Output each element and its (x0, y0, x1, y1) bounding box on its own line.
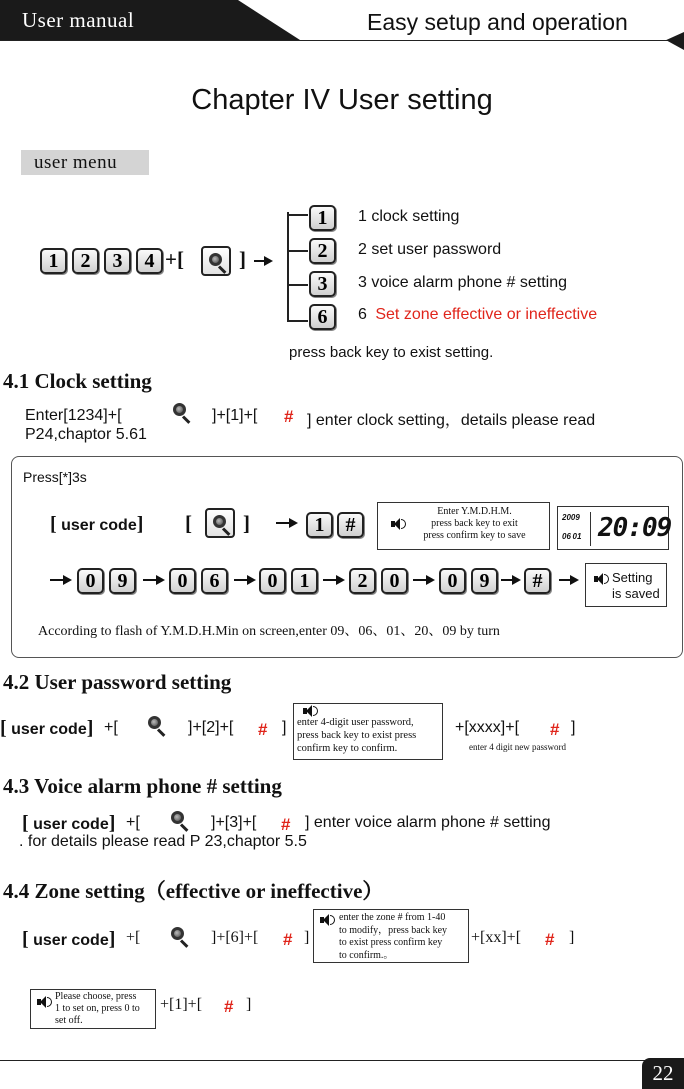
msg-line: Setting (612, 570, 653, 585)
msg-line: to modify，press back key (339, 924, 448, 936)
user-menu-label: user menu (21, 150, 149, 175)
password-enter-message (293, 703, 443, 760)
magnifier-key-icon (201, 246, 231, 276)
zone-choose-message (30, 989, 156, 1029)
menu-tree-trunk (287, 212, 289, 322)
arrow-right-icon (323, 575, 345, 585)
user-code-label: [ user code] (22, 928, 116, 950)
speaker-icon (391, 518, 405, 530)
menu-close-bracket: ] (239, 247, 246, 271)
segment-text: +[1]+[ (160, 996, 203, 1013)
speaker-icon (37, 996, 51, 1008)
menu-item-zone-number: 6 (358, 306, 367, 323)
segment-text: +[xx]+[ (471, 929, 522, 946)
digit-key: 9 (109, 568, 136, 594)
section-password-title: 4.2 User password setting (3, 670, 232, 694)
lcd-divider (590, 512, 591, 546)
arrow-right-icon (276, 518, 298, 528)
zone-enter-message (313, 909, 469, 963)
magnifier-icon (167, 398, 197, 428)
close-bracket: ] (243, 511, 250, 535)
lcd-display (557, 506, 672, 550)
menu-item-voice-alarm: 3 voice alarm phone # setting (358, 274, 568, 291)
msg-line: enter the zone # from 1-40 (339, 912, 446, 923)
msg-line: press back key to exist press (297, 730, 417, 741)
segment-text: ] (246, 996, 252, 1013)
arrow-right-icon (234, 575, 256, 585)
lcd-time: 20:09 (598, 513, 672, 543)
key-hash: # (524, 568, 551, 594)
user-code-text: user code (11, 721, 87, 738)
digit-key: 0 (77, 568, 104, 594)
arrow-right-icon (413, 575, 435, 585)
digit-key: 0 (439, 568, 466, 594)
menu-back-note: press back key to exist setting. (289, 344, 494, 361)
segment-text: ] (282, 719, 287, 736)
digit-key: 0 (169, 568, 196, 594)
menu-item-key-1: 1 (309, 205, 336, 231)
digit-key: 9 (471, 568, 498, 594)
press-star-note: Press[*]3s (23, 469, 87, 485)
key-1: 1 (306, 512, 333, 538)
menu-tree-branch (287, 320, 308, 322)
segment-text: ]+[2]+[ (188, 719, 234, 736)
section-voice-alarm-title: 4.3 Voice alarm phone # setting (3, 774, 282, 798)
segment-text: +[xxxx]+[ (455, 719, 520, 736)
segment-text: ]+[3]+[ (211, 814, 257, 831)
menu-item-key-3: 3 (309, 271, 336, 297)
lcd-date: 06 01 (562, 532, 582, 541)
hash-key: # (283, 930, 293, 949)
user-code-text: user code (61, 517, 137, 534)
digit-key: 0 (259, 568, 286, 594)
msg-line: press confirm key to save (423, 530, 526, 541)
menu-item-user-password: 2 set user password (358, 241, 502, 258)
section-clock-title: 4.1 Clock setting (3, 369, 152, 393)
user-code-label: [ user code] (50, 513, 144, 535)
magnifier-icon (165, 806, 195, 836)
user-code-label: [ user code] (0, 717, 94, 739)
msg-line: is saved (612, 586, 660, 601)
arrow-right-icon (559, 575, 579, 585)
hash-key: # (550, 720, 560, 739)
clock-line1-end: ] enter clock setting，details please read (307, 412, 596, 429)
segment-text: +[ (126, 814, 140, 831)
clock-line1-mid: ]+[1]+[ (212, 407, 258, 424)
menu-item-key-6: 6 (309, 304, 336, 330)
menu-tree-branch (287, 250, 308, 252)
menu-item-clock-setting: 1 clock setting (358, 208, 460, 225)
clock-line1-start: Enter[1234]+[ (25, 407, 122, 424)
chapter-title: Chapter IV User setting (191, 84, 493, 116)
menu-tree-branch (287, 284, 308, 286)
segment-text: ] enter voice alarm phone # setting (305, 814, 551, 831)
digit-key: 6 (201, 568, 228, 594)
menu-code-key-1: 1 (40, 248, 67, 274)
clock-flash-note: According to flash of Y.M.D.H.Min on screen,enter 09、06、01、20、09 by turn (38, 624, 500, 639)
clock-enter-message (377, 502, 550, 550)
segment-text: ]+[6]+[ (211, 929, 259, 946)
arrow-right-icon (254, 256, 273, 266)
menu-code-key-4: 4 (136, 248, 163, 274)
msg-line: Please choose, press (55, 991, 137, 1002)
msg-line: enter 4-digit user password, (297, 717, 414, 728)
new-password-hint: enter 4 digit new password (469, 742, 566, 752)
arrow-right-icon (501, 575, 521, 585)
hash-key: # (284, 407, 294, 426)
digit-key: 0 (381, 568, 408, 594)
menu-item-zone-text: Set zone effective or ineffective (375, 306, 598, 323)
speaker-icon (320, 914, 334, 926)
setting-saved-message (585, 563, 667, 607)
segment-text: +[ (104, 719, 118, 736)
section-zone-title: 4.4 Zone setting（effective or ineffective） (3, 879, 384, 903)
digit-key: 1 (291, 568, 318, 594)
msg-line: Enter Y.M.D.H.M. (437, 506, 512, 517)
user-code-text: user code (33, 816, 109, 833)
magnifier-key-icon (205, 508, 235, 538)
msg-line: 1 to set on, press 0 to (55, 1003, 140, 1014)
header-corner-mark (666, 32, 684, 50)
header-divider (0, 40, 684, 41)
segment-text: ] (304, 929, 310, 946)
key-hash: # (337, 512, 364, 538)
hash-key: # (258, 720, 268, 739)
hash-key: # (545, 930, 555, 949)
digit-key: 2 (349, 568, 376, 594)
msg-line: press back key to exit (431, 518, 518, 529)
menu-tree-branch (287, 214, 308, 216)
header-left-title: User manual (22, 8, 135, 32)
menu-code-key-3: 3 (104, 248, 131, 274)
lcd-year: 2009 (562, 513, 580, 522)
arrow-right-icon (143, 575, 165, 585)
arrow-right-icon (50, 575, 72, 585)
speaker-icon (594, 573, 608, 585)
msg-line: to exist press confirm key (339, 937, 443, 948)
clock-line2: P24,chaptor 5.61 (25, 426, 147, 443)
speaker-icon (303, 705, 317, 717)
voice-alarm-ref-note: . for details please read P 23,chaptor 5.5 (19, 833, 307, 850)
footer-divider (0, 1060, 684, 1061)
magnifier-icon (165, 922, 195, 952)
header-right-title: Easy setup and operation (367, 9, 628, 35)
msg-line: to confirm.。 (339, 949, 394, 961)
user-code-label: [ user code] (22, 812, 116, 834)
menu-code-key-2: 2 (72, 248, 99, 274)
open-bracket: [ (185, 511, 192, 535)
hash-key: # (281, 815, 291, 834)
hash-key: # (224, 997, 234, 1016)
segment-text: +[ (126, 929, 141, 946)
menu-item-zone-setting (358, 306, 597, 324)
segment-text: ] (571, 719, 576, 736)
magnifier-icon (142, 711, 172, 741)
msg-line: confirm key to confirm. (297, 743, 398, 754)
msg-line: set off. (55, 1015, 83, 1026)
user-code-text: user code (33, 932, 109, 949)
menu-plus-bracket: +[ (165, 247, 184, 271)
page-number: 22 (642, 1058, 684, 1089)
menu-item-key-2: 2 (309, 238, 336, 264)
segment-text: ] (569, 929, 575, 946)
